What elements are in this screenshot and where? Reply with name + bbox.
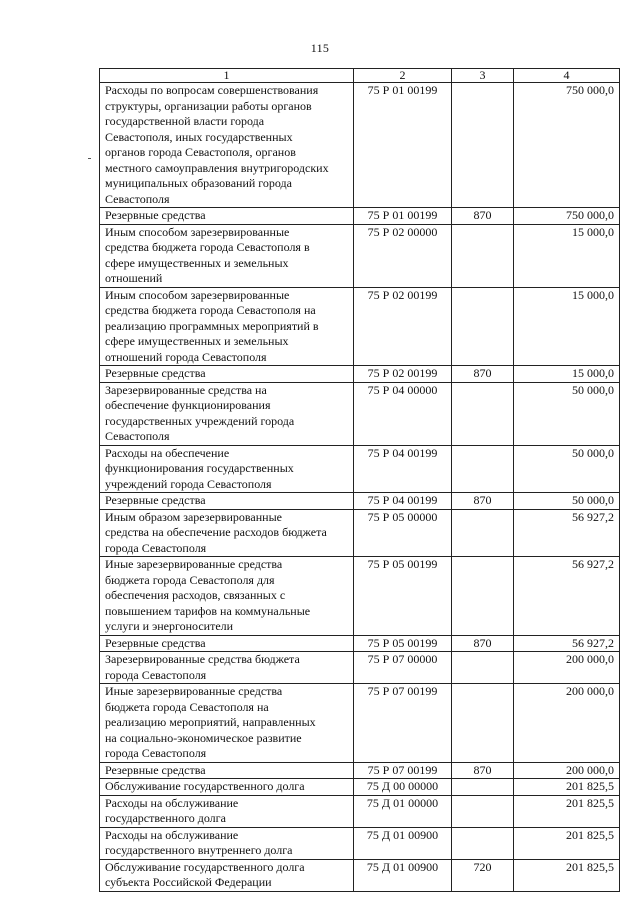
- row-code-cell: 75 Р 07 00199: [354, 762, 452, 779]
- table-row: [100, 382, 620, 445]
- row-code-cell: 75 Р 05 00199: [354, 557, 452, 636]
- table-row: [100, 366, 620, 383]
- row-amount-cell: 50 000,0: [514, 445, 620, 493]
- header-cell-4: 4: [514, 69, 620, 83]
- table-row: [100, 652, 620, 684]
- row-name-cell: Обслуживание государственного долга: [100, 779, 354, 796]
- row-type-cell: [452, 652, 514, 684]
- table-row: [100, 224, 620, 287]
- row-code-cell: 75 Р 05 00199: [354, 635, 452, 652]
- row-code-cell: 75 Д 00 00000: [354, 779, 452, 796]
- row-type-cell: [452, 509, 514, 557]
- row-type-cell: 870: [452, 762, 514, 779]
- row-type-cell: [452, 779, 514, 796]
- row-amount-cell: 200 000,0: [514, 684, 620, 763]
- row-code-cell: 75 Р 01 00199: [354, 83, 452, 208]
- row-code-cell: 75 Р 02 00199: [354, 366, 452, 383]
- row-amount-cell: 50 000,0: [514, 382, 620, 445]
- row-code-cell: 75 Р 05 00000: [354, 509, 452, 557]
- table-header-row: [100, 69, 620, 83]
- table-row: [100, 762, 620, 779]
- row-amount-cell: 750 000,0: [514, 208, 620, 225]
- table-row: [100, 493, 620, 510]
- row-name-cell: Иные зарезервированные средства бюджета города Севастополя для обеспечения расходов, связанных с повышением тарифов на коммунальные услуги и энергоносители: [100, 557, 354, 636]
- table-row: [100, 287, 620, 366]
- row-type-cell: [452, 557, 514, 636]
- row-type-cell: 720: [452, 859, 514, 891]
- row-amount-cell: 200 000,0: [514, 762, 620, 779]
- row-name-cell: Резервные средства: [100, 493, 354, 510]
- row-name-cell: Иным образом зарезервированные средства на обеспечение расходов бюджета города Севастополя: [100, 509, 354, 557]
- row-type-cell: [452, 382, 514, 445]
- row-amount-cell: 201 825,5: [514, 827, 620, 859]
- row-name-cell: Резервные средства: [100, 366, 354, 383]
- row-code-cell: 75 Р 04 00199: [354, 493, 452, 510]
- table-row: [100, 208, 620, 225]
- row-name-cell: Резервные средства: [100, 635, 354, 652]
- table-body: [100, 69, 620, 892]
- row-amount-cell: 201 825,5: [514, 795, 620, 827]
- table-row: [100, 509, 620, 557]
- row-type-cell: [452, 224, 514, 287]
- row-name-cell: Резервные средства: [100, 762, 354, 779]
- table-row: [100, 859, 620, 891]
- row-name-cell: Расходы по вопросам совершенствования структуры, организации работы органов государственной власти города Севастополя, иных государственных органов города Севастополя, органов местного самоуправления внутригородских муниципальных образований города Севастополя: [100, 83, 354, 208]
- row-amount-cell: 201 825,5: [514, 779, 620, 796]
- row-amount-cell: 201 825,5: [514, 859, 620, 891]
- row-name-cell: Зарезервированные средства бюджета города Севастополя: [100, 652, 354, 684]
- row-amount-cell: 56 927,2: [514, 635, 620, 652]
- row-code-cell: 75 Д 01 00900: [354, 827, 452, 859]
- table-row: [100, 83, 620, 208]
- margin-mark: [88, 158, 91, 159]
- row-amount-cell: 56 927,2: [514, 557, 620, 636]
- row-type-cell: [452, 827, 514, 859]
- row-type-cell: 870: [452, 366, 514, 383]
- row-code-cell: 75 Р 02 00000: [354, 224, 452, 287]
- table-row: [100, 684, 620, 763]
- row-type-cell: [452, 287, 514, 366]
- row-name-cell: Резервные средства: [100, 208, 354, 225]
- row-amount-cell: 200 000,0: [514, 652, 620, 684]
- row-name-cell: Расходы на обслуживание государственного внутреннего долга: [100, 827, 354, 859]
- row-amount-cell: 15 000,0: [514, 224, 620, 287]
- header-cell-1: 1: [100, 69, 354, 83]
- row-type-cell: 870: [452, 493, 514, 510]
- budget-table: [99, 68, 620, 892]
- header-cell-3: 3: [452, 69, 514, 83]
- table-row: [100, 795, 620, 827]
- row-code-cell: 75 Р 07 00000: [354, 652, 452, 684]
- row-type-cell: [452, 684, 514, 763]
- row-type-cell: [452, 795, 514, 827]
- table-row: [100, 779, 620, 796]
- row-code-cell: 75 Д 01 00000: [354, 795, 452, 827]
- row-code-cell: 75 Р 04 00199: [354, 445, 452, 493]
- row-code-cell: 75 Д 01 00900: [354, 859, 452, 891]
- row-name-cell: Расходы на обслуживание государственного долга: [100, 795, 354, 827]
- row-amount-cell: 50 000,0: [514, 493, 620, 510]
- row-name-cell: Иные зарезервированные средства бюджета города Севастополя на реализацию мероприятий, направленных на социально-экономическое развитие города Севастополя: [100, 684, 354, 763]
- row-amount-cell: 15 000,0: [514, 287, 620, 366]
- row-amount-cell: 56 927,2: [514, 509, 620, 557]
- row-name-cell: Иным способом зарезервированные средства бюджета города Севастополя на реализацию программных мероприятий в сфере имущественных и земельных отношений города Севастополя: [100, 287, 354, 366]
- row-type-cell: 870: [452, 208, 514, 225]
- row-name-cell: Иным способом зарезервированные средства бюджета города Севастополя в сфере имущественных и земельных отношений: [100, 224, 354, 287]
- row-code-cell: 75 Р 01 00199: [354, 208, 452, 225]
- table-row: [100, 557, 620, 636]
- row-type-cell: [452, 445, 514, 493]
- row-name-cell: Зарезервированные средства на обеспечение функционирования государственных учреждений города Севастополя: [100, 382, 354, 445]
- row-amount-cell: 15 000,0: [514, 366, 620, 383]
- row-amount-cell: 750 000,0: [514, 83, 620, 208]
- header-cell-2: 2: [354, 69, 452, 83]
- table-row: [100, 635, 620, 652]
- row-name-cell: Расходы на обеспечение функционирования государственных учреждений города Севастополя: [100, 445, 354, 493]
- table-row: [100, 827, 620, 859]
- row-type-cell: [452, 83, 514, 208]
- table-row: [100, 445, 620, 493]
- row-code-cell: 75 Р 07 00199: [354, 684, 452, 763]
- row-name-cell: Обслуживание государственного долга субъекта Российской Федерации: [100, 859, 354, 891]
- row-code-cell: 75 Р 02 00199: [354, 287, 452, 366]
- row-code-cell: 75 Р 04 00000: [354, 382, 452, 445]
- row-type-cell: 870: [452, 635, 514, 652]
- page-number: 115: [310, 41, 330, 55]
